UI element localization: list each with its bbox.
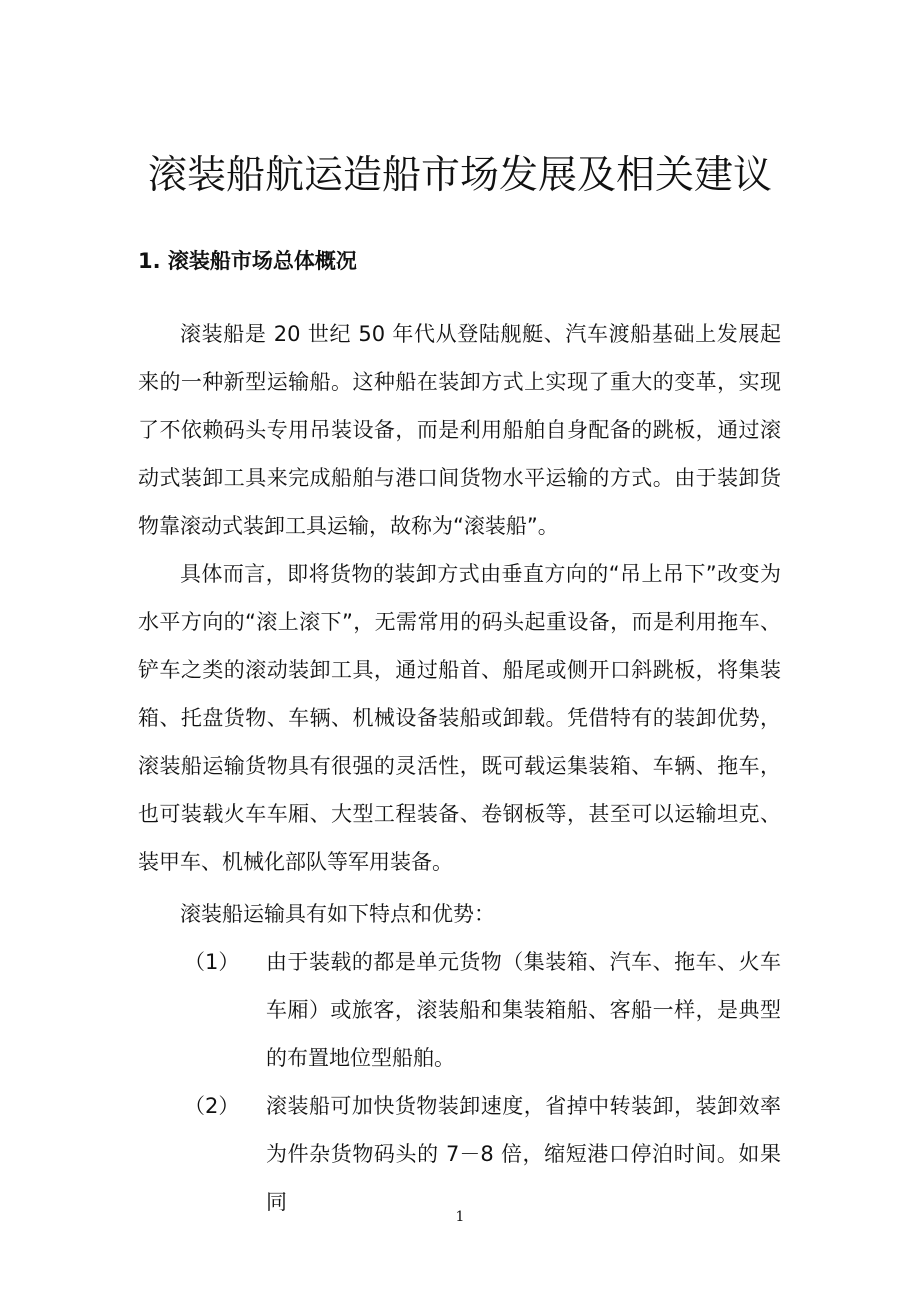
list-item-text: 由于装载的都是单元货物（集装箱、汽车、拖车、火车车厢）或旅客，滚装船和集装箱船、客船一样，是典型的布置地位型船舶。 — [266, 950, 781, 1070]
paragraph-features-lead: 滚装船运输具有如下特点和优势： — [180, 902, 495, 926]
paragraph-details: 具体而言，即将货物的装卸方式由垂直方向的“吊上吊下”改变为水平方向的“滚上滚下”，无需常用的码头起重设备，而是利用拖车、铲车之类的滚动装卸工具，通过船首、船尾或侧开口斜跳板，将集装箱、托盘货物、车辆、机械设备装船或卸载。凭借特有的装卸优势，滚装船运输货物具有很强的灵活性，既可载运集装箱、车辆、拖车，也可装载火车车厢、大型工程装备、卷钢板等，甚至可以运输坦克、装甲车、机械化部队等军用装备。 — [138, 562, 781, 874]
document-title: 滚装船航运造船市场发展及相关建议 — [147, 153, 772, 198]
list-item-number: （1） — [184, 950, 240, 974]
paragraph-intro: 滚装船是 20 世纪 50 年代从登陆舰艇、汽车渡船基础上发展起来的一种新型运输船。这种船在装卸方式上实现了重大的变革，实现了不依赖码头专用吊装设备，而是利用船舶自身配备的跳板，通过滚动式装卸工具来完成船舶与港口间货物水平运输的方式。由于装卸货物靠滚动式装卸工具运输，故称为“滚装船”。 — [138, 322, 781, 538]
list-item-text: 滚装船可加快货物装卸速度，省掉中转装卸，装卸效率为件杂货物码头的 7－8 倍，缩短港口停泊时间。如果同 — [266, 1094, 781, 1214]
section-heading: 1. 滚装船市场总体概况 — [138, 249, 357, 273]
page-number: 1 — [455, 1209, 465, 1225]
list-item-number: （2） — [184, 1094, 240, 1118]
